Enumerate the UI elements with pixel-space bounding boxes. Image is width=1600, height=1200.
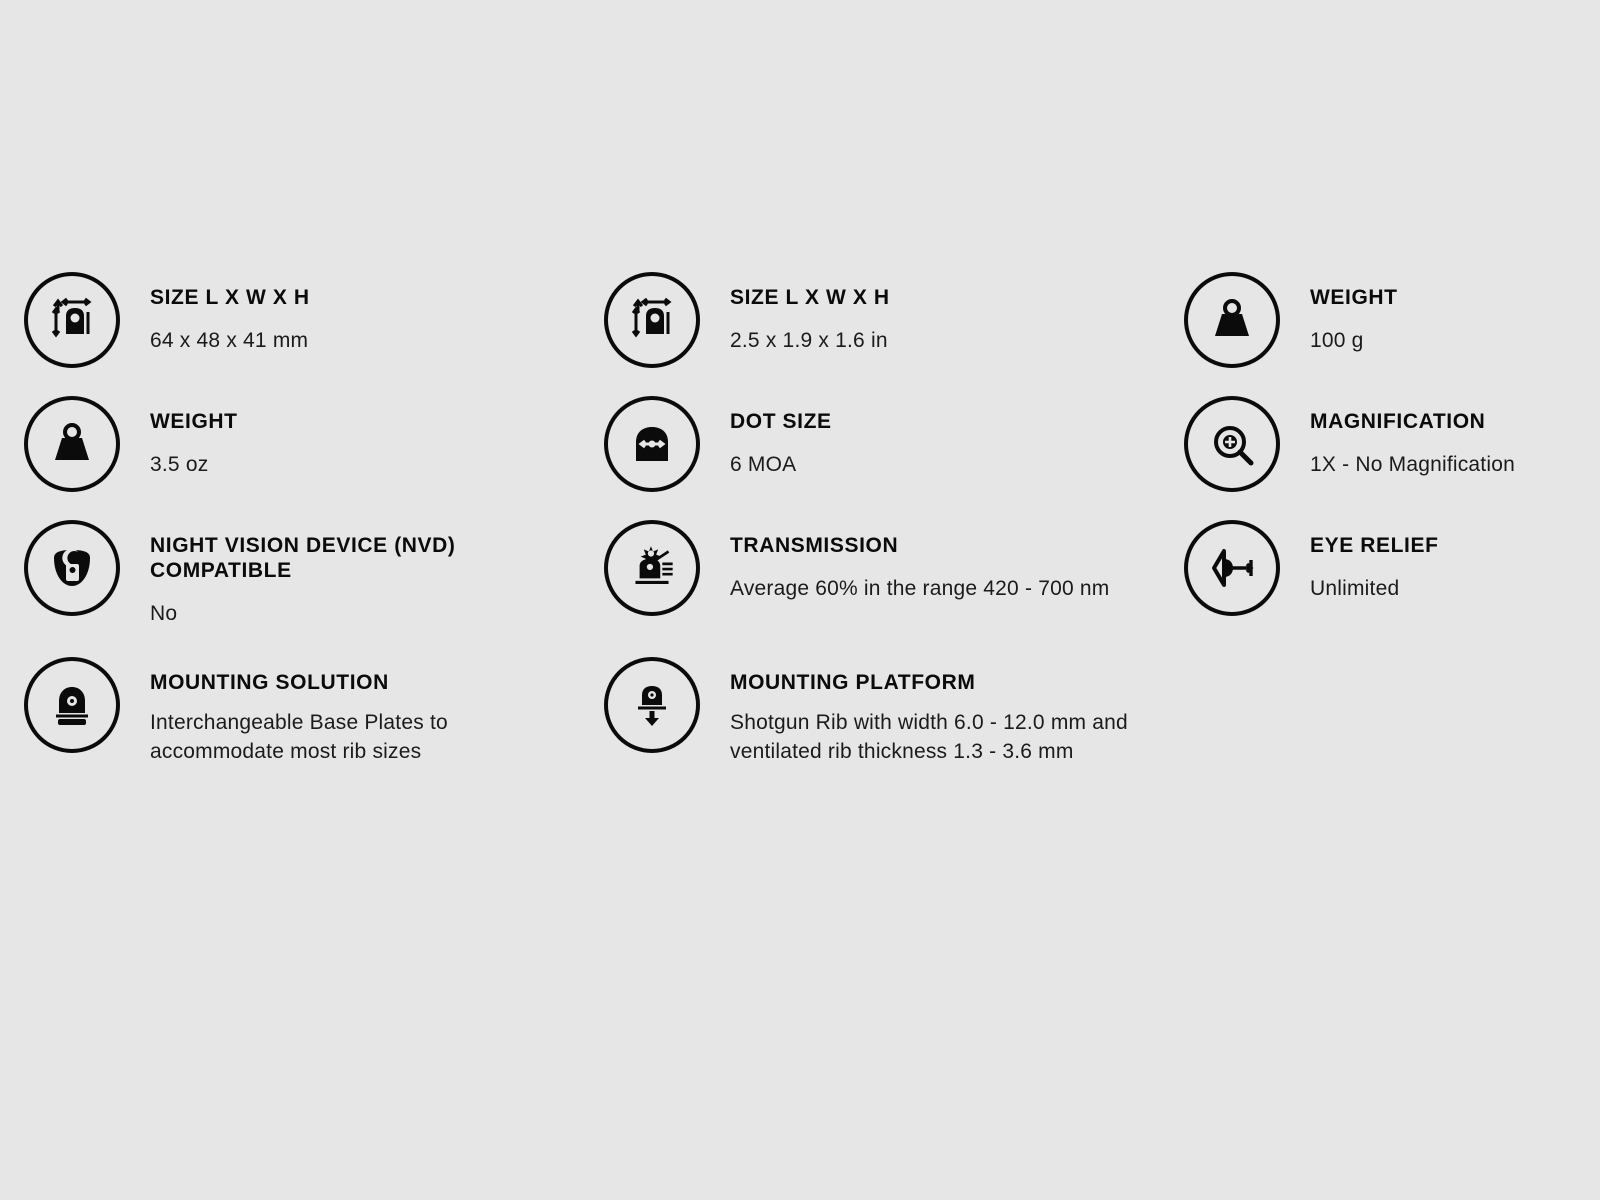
transmission-icon [604, 520, 700, 616]
spec-item-weight-oz [24, 396, 604, 520]
spec-value: 100 g [1310, 328, 1364, 352]
spec-item-weight-g [1184, 272, 1576, 396]
spec-title: DOT SIZE [730, 410, 832, 433]
spec-title: WEIGHT [150, 410, 238, 433]
spec-title: NIGHT VISION DEVICE (NVD) COMPATIBLE [150, 534, 456, 582]
weight-icon [24, 396, 120, 492]
spec-item-transmission [604, 520, 1184, 657]
spec-item-dot-size [604, 396, 1184, 520]
night-vision-icon [24, 520, 120, 616]
spec-title: SIZE L X W X H [150, 286, 310, 309]
spec-value: Unlimited [1310, 576, 1400, 600]
size-dimensions-icon [24, 272, 120, 368]
spec-item-size-in [604, 272, 1184, 396]
spec-item-eye-relief [1184, 520, 1576, 657]
spec-title: EYE RELIEF [1310, 534, 1439, 557]
spec-item-night-vision [24, 520, 604, 657]
spec-value: 2.5 x 1.9 x 1.6 in [730, 328, 888, 352]
spec-value: 3.5 oz [150, 452, 209, 476]
spec-value: Average 60% in the range 420 - 700 nm [730, 576, 1110, 600]
spec-value: 1X - No Magnification [1310, 452, 1515, 476]
spec-item-magnification [1184, 396, 1576, 520]
spec-value: No [150, 601, 178, 625]
spec-title: MOUNTING SOLUTION [150, 670, 389, 694]
spec-title: WEIGHT [1310, 286, 1398, 309]
spec-title: SIZE L X W X H [730, 286, 890, 309]
spec-value: Shotgun Rib with width 6.0 - 12.0 mm and ventilated rib thickness 1.3 - 3.6 mm [730, 711, 1128, 764]
spec-item-empty [1184, 657, 1576, 796]
mounting-solution-icon [24, 657, 120, 753]
magnification-icon [1184, 396, 1280, 492]
spec-value: 6 MOA [730, 452, 797, 476]
size-dimensions-icon [604, 272, 700, 368]
spec-value: 64 x 48 x 41 mm [150, 328, 309, 352]
mounting-platform-icon [604, 657, 700, 753]
spec-title: MOUNTING PLATFORM [730, 670, 976, 694]
specifications-grid [24, 272, 1576, 795]
spec-item-mounting-solution [24, 657, 604, 796]
spec-item-size-mm [24, 272, 604, 396]
eye-relief-icon [1184, 520, 1280, 616]
weight-icon [1184, 272, 1280, 368]
spec-value: Interchangeable Base Plates to accommodate most rib sizes [150, 711, 448, 764]
spec-title: TRANSMISSION [730, 534, 899, 557]
dot-size-icon [604, 396, 700, 492]
spec-item-mounting-platform [604, 657, 1184, 796]
spec-title: MAGNIFICATION [1310, 410, 1486, 433]
